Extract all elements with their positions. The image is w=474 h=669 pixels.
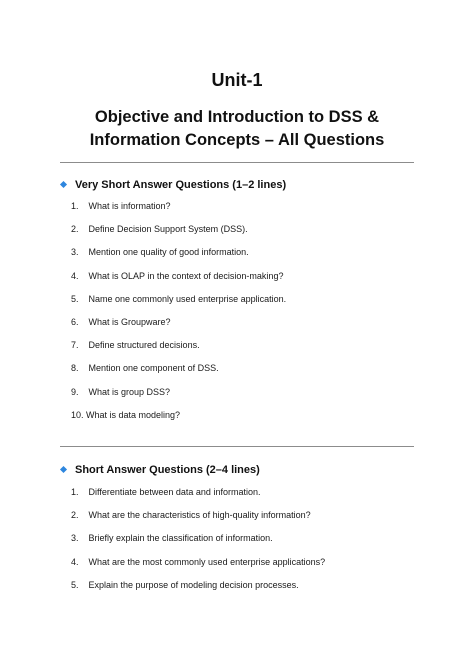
list-item bbox=[71, 224, 286, 247]
list-item bbox=[71, 317, 286, 340]
question-text: What is Groupware? bbox=[88, 316, 171, 327]
question-number: 4. bbox=[71, 270, 79, 281]
question-text: Name one commonly used enterprise application. bbox=[88, 293, 287, 304]
question-number: 10. bbox=[71, 409, 84, 420]
list-item bbox=[71, 580, 325, 603]
list-item bbox=[71, 363, 286, 386]
question-text: Explain the purpose of modeling decision processes. bbox=[88, 579, 299, 590]
section-divider bbox=[60, 446, 414, 447]
question-number: 2. bbox=[71, 510, 79, 521]
question-text: Briefly explain the classification of information. bbox=[88, 533, 273, 544]
page-title-line-1: Objective and Introduction to DSS & bbox=[94, 108, 380, 126]
question-text: What are the characteristics of high-quality information? bbox=[88, 510, 311, 521]
question-text: What is group DSS? bbox=[88, 386, 171, 397]
question-number: 4. bbox=[71, 556, 79, 567]
question-number: 8. bbox=[71, 363, 79, 374]
list-item bbox=[71, 201, 286, 224]
list-item bbox=[71, 533, 325, 556]
question-text: What are the most commonly used enterprise applications? bbox=[88, 556, 326, 567]
question-text: Define Decision Support System (DSS). bbox=[88, 224, 248, 235]
list-item bbox=[71, 510, 325, 533]
question-number: 7. bbox=[71, 340, 79, 351]
question-number: 1. bbox=[71, 201, 79, 211]
list-item bbox=[71, 557, 325, 580]
section-divider bbox=[60, 162, 414, 163]
page-title bbox=[40, 106, 434, 152]
unit-title: Unit-1 bbox=[211, 70, 263, 90]
list-item bbox=[71, 387, 286, 410]
question-text: What is information? bbox=[88, 201, 171, 211]
question-number: 5. bbox=[71, 293, 79, 304]
question-list-short bbox=[71, 487, 325, 603]
question-number: 5. bbox=[71, 579, 79, 590]
diamond-bullet-icon bbox=[60, 466, 67, 473]
question-text: Mention one quality of good information. bbox=[88, 247, 249, 258]
question-number: 2. bbox=[71, 224, 79, 235]
list-item bbox=[71, 247, 286, 270]
section-heading-label: Short Answer Questions (2–4 lines) bbox=[75, 464, 260, 476]
question-text: Mention one component of DSS. bbox=[88, 363, 219, 374]
list-item bbox=[71, 294, 286, 317]
question-number: 1. bbox=[71, 487, 79, 497]
section-heading-label: Very Short Answer Questions (1–2 lines) bbox=[75, 179, 287, 191]
question-number: 6. bbox=[71, 316, 79, 327]
question-text: What is data modeling? bbox=[86, 409, 181, 420]
list-item bbox=[71, 271, 286, 294]
list-item bbox=[71, 410, 286, 433]
section-heading-very-short bbox=[60, 178, 286, 192]
question-text: Differentiate between data and information. bbox=[88, 487, 261, 497]
list-item bbox=[71, 340, 286, 363]
question-list-very-short bbox=[71, 201, 286, 433]
question-number: 9. bbox=[71, 386, 79, 397]
question-text: What is OLAP in the context of decision-making? bbox=[88, 270, 284, 281]
section-heading-short bbox=[60, 463, 260, 477]
question-text: Define structured decisions. bbox=[88, 340, 200, 351]
list-item bbox=[71, 487, 325, 510]
diamond-bullet-icon bbox=[60, 181, 67, 188]
question-number: 3. bbox=[71, 247, 79, 258]
page-title-line-2: Information Concepts – All Questions bbox=[89, 131, 385, 149]
question-number: 3. bbox=[71, 533, 79, 544]
